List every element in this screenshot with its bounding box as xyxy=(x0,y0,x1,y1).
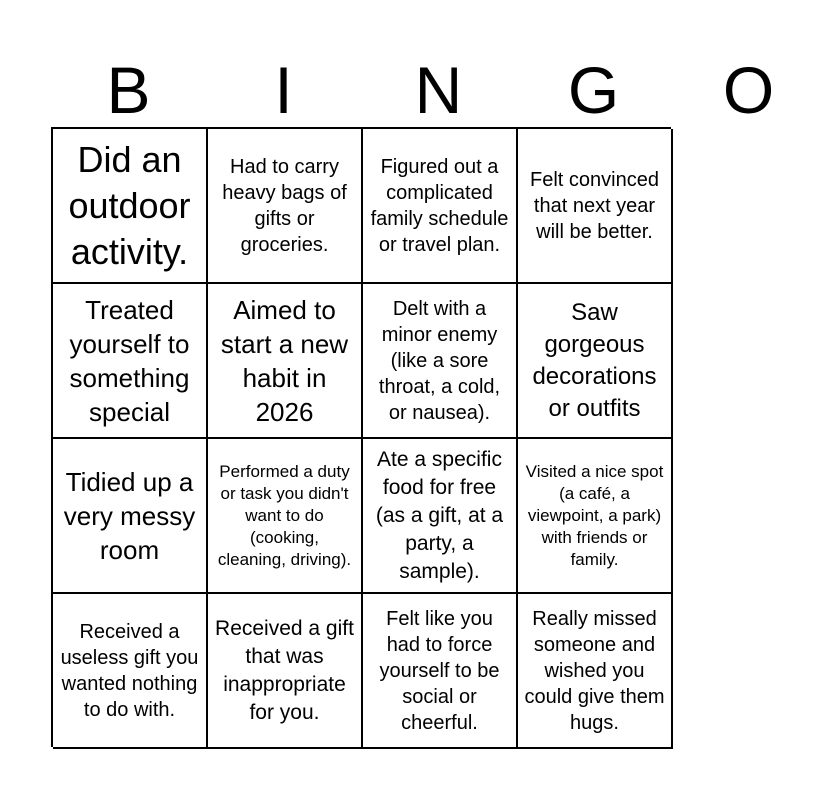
cell-text: Ate a specific food for free (as a gift, at a party, a sample). xyxy=(375,447,504,583)
cell-text: Received a gift that was inappropriate for you. xyxy=(215,616,354,724)
cell-text: Visited a nice spot (a café, a viewpoint, a park) with friends or family. xyxy=(525,461,664,569)
cell-text: Saw gorgeous decorations or outfits xyxy=(532,298,657,422)
bingo-header xyxy=(51,50,775,130)
header-letter-g: G xyxy=(567,53,620,127)
cell-text: Delt with a minor enemy (like a sore throat, a cold, or nausea). xyxy=(378,297,501,424)
cell-text: Had to carry heavy bags of gifts or groceries. xyxy=(222,155,347,256)
cell-text: Figured out a complicated family schedule or travel plan. xyxy=(370,155,509,256)
bingo-cell[interactable] xyxy=(53,439,208,594)
bingo-cell[interactable] xyxy=(363,594,518,749)
bingo-cell[interactable] xyxy=(208,129,363,284)
bingo-cell[interactable] xyxy=(53,594,208,749)
cell-text: Did an outdoor activity. xyxy=(68,138,191,272)
bingo-cell[interactable] xyxy=(208,594,363,749)
bingo-cell[interactable] xyxy=(518,439,673,594)
header-letter-n: N xyxy=(414,53,463,127)
header-letter-o: O xyxy=(722,53,775,127)
cell-text: Felt convinced that next year will be better. xyxy=(530,168,659,243)
cell-text: Really missed someone and wished you could give them hugs. xyxy=(524,607,665,734)
bingo-cell[interactable] xyxy=(208,439,363,594)
bingo-cell[interactable] xyxy=(208,284,363,439)
cell-text: Received a useless gift you wanted nothing to do with. xyxy=(60,620,199,721)
header-letter-b: B xyxy=(106,53,151,127)
bingo-cell[interactable] xyxy=(518,284,673,439)
cell-text: Aimed to start a new habit in 2026 xyxy=(220,294,349,427)
bingo-cell[interactable] xyxy=(53,284,208,439)
bingo-cell[interactable] xyxy=(363,284,518,439)
bingo-cell[interactable] xyxy=(363,439,518,594)
header-letter-i: I xyxy=(274,53,293,127)
cell-text: Tidied up a very messy room xyxy=(63,466,196,565)
bingo-cell[interactable] xyxy=(518,129,673,284)
cell-text: Performed a duty or task you didn't want to do (cooking, cleaning, driving). xyxy=(217,461,352,569)
bingo-board xyxy=(51,127,671,747)
cell-text: Treated yourself to something special xyxy=(69,294,190,427)
bingo-cell[interactable] xyxy=(518,594,673,749)
bingo-cell[interactable] xyxy=(53,129,208,284)
bingo-cell[interactable] xyxy=(363,129,518,284)
cell-text: Felt like you had to force yourself to be social or cheerful. xyxy=(379,607,500,734)
